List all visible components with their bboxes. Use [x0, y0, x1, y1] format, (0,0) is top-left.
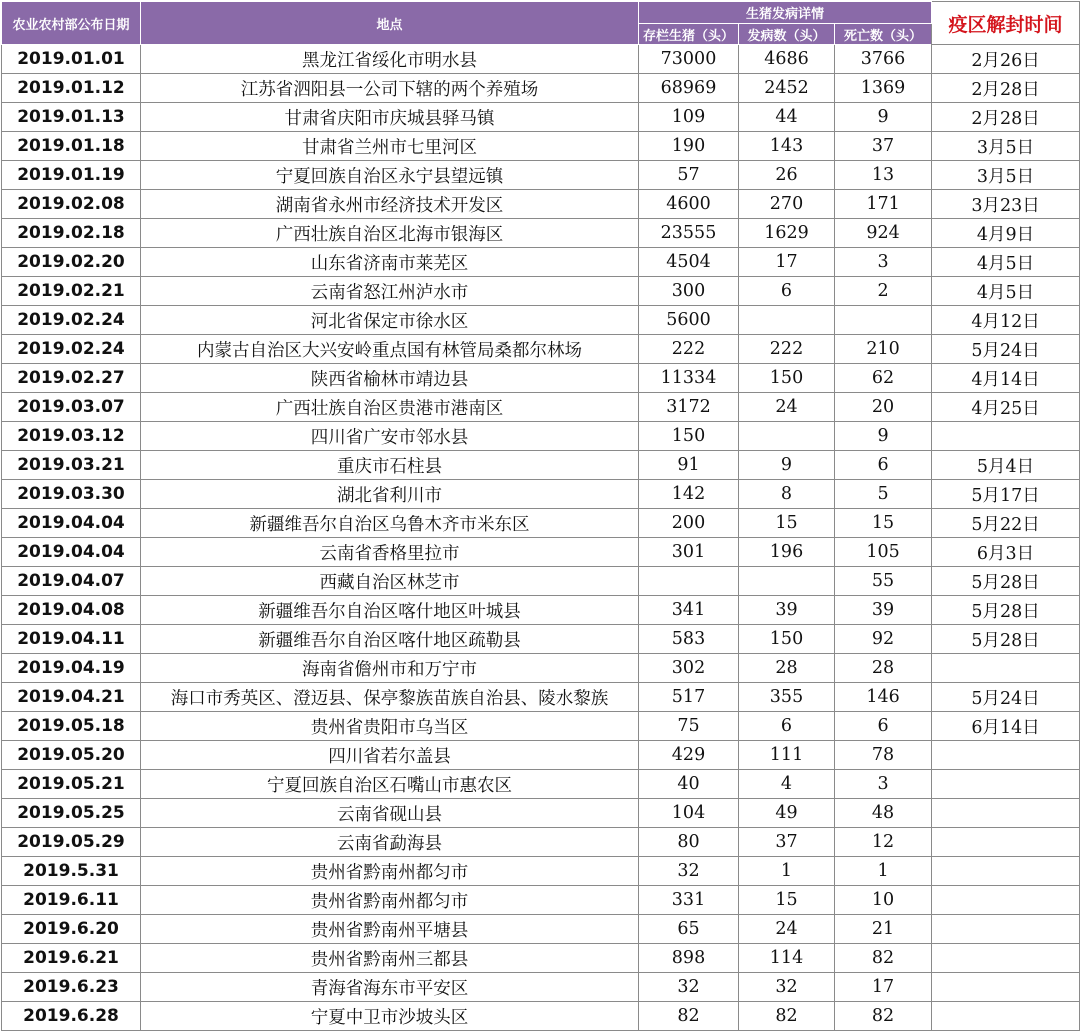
cell-location: 海南省儋州市和万宁市: [141, 654, 639, 683]
table-row: [2, 161, 1080, 190]
cell-stock: 429: [639, 741, 739, 770]
cell-dead: 82: [835, 944, 932, 973]
cell-location: 重庆市石柱县: [141, 451, 639, 480]
table-row: [2, 596, 1080, 625]
cell-stock: 3172: [639, 393, 739, 422]
cell-sick: 15: [739, 886, 835, 915]
cell-location: 贵州省黔南州平塘县: [141, 915, 639, 944]
cell-sick: [739, 422, 835, 451]
cell-dead: [835, 306, 932, 335]
cell-location: 山东省济南市莱芜区: [141, 248, 639, 277]
table-row: [2, 248, 1080, 277]
cell-dead: 12: [835, 828, 932, 857]
cell-lift-date: 2月28日: [932, 74, 1080, 103]
cell-location: 贵州省黔南州三都县: [141, 944, 639, 973]
cell-location: 四川省若尔盖县: [141, 741, 639, 770]
cell-date: 2019.05.20: [2, 741, 141, 770]
cell-dead: 1: [835, 857, 932, 886]
table-row: [2, 799, 1080, 828]
cell-stock: 583: [639, 625, 739, 654]
table-row: [2, 1002, 1080, 1031]
cell-sick: 143: [739, 132, 835, 161]
cell-lift-date: [932, 770, 1080, 799]
cell-location: 新疆维吾尔自治区喀什地区疏勒县: [141, 625, 639, 654]
cell-lift-date: [932, 915, 1080, 944]
cell-sick: 32: [739, 973, 835, 1002]
cell-stock: 5600: [639, 306, 739, 335]
cell-date: 2019.04.11: [2, 625, 141, 654]
cell-sick: 222: [739, 335, 835, 364]
cell-stock: 4600: [639, 190, 739, 219]
cell-sick: 37: [739, 828, 835, 857]
cell-sick: 15: [739, 509, 835, 538]
cell-location: 广西壮族自治区贵港市港南区: [141, 393, 639, 422]
cell-lift-date: [932, 886, 1080, 915]
cell-location: 河北省保定市徐水区: [141, 306, 639, 335]
cell-dead: 3: [835, 770, 932, 799]
cell-lift-date: 5月24日: [932, 683, 1080, 712]
cell-lift-date: 6月3日: [932, 538, 1080, 567]
cell-location: 陕西省榆林市靖边县: [141, 364, 639, 393]
cell-sick: 26: [739, 161, 835, 190]
cell-sick: 49: [739, 799, 835, 828]
cell-date: 2019.02.18: [2, 219, 141, 248]
cell-date: 2019.02.21: [2, 277, 141, 306]
cell-date: 2019.02.24: [2, 335, 141, 364]
cell-date: 2019.02.27: [2, 364, 141, 393]
cell-location: 甘肃省兰州市七里河区: [141, 132, 639, 161]
table-row: [2, 74, 1080, 103]
cell-sick: 17: [739, 248, 835, 277]
cell-dead: 82: [835, 1002, 932, 1031]
cell-stock: 57: [639, 161, 739, 190]
cell-dead: 146: [835, 683, 932, 712]
cell-sick: 1629: [739, 219, 835, 248]
cell-stock: 150: [639, 422, 739, 451]
cell-lift-date: [932, 741, 1080, 770]
header-dead: 死亡数（头）: [835, 24, 932, 45]
cell-stock: 82: [639, 1002, 739, 1031]
cell-stock: 898: [639, 944, 739, 973]
cell-location: 宁夏回族自治区石嘴山市惠农区: [141, 770, 639, 799]
cell-dead: 210: [835, 335, 932, 364]
cell-dead: 37: [835, 132, 932, 161]
cell-location: 新疆维吾尔自治区乌鲁木齐市米东区: [141, 509, 639, 538]
cell-date: 2019.02.20: [2, 248, 141, 277]
cell-stock: 302: [639, 654, 739, 683]
cell-lift-date: [932, 857, 1080, 886]
cell-lift-date: 5月17日: [932, 480, 1080, 509]
cell-date: 2019.05.21: [2, 770, 141, 799]
table-row: [2, 451, 1080, 480]
cell-lift-date: [932, 973, 1080, 1002]
cell-sick: 150: [739, 364, 835, 393]
cell-dead: 62: [835, 364, 932, 393]
cell-dead: 15: [835, 509, 932, 538]
cell-sick: 6: [739, 712, 835, 741]
cell-lift-date: [932, 422, 1080, 451]
cell-location: 海口市秀英区、澄迈县、保亭黎族苗族自治县、陵水黎族: [141, 683, 639, 712]
cell-date: 2019.01.12: [2, 74, 141, 103]
cell-date: 2019.04.07: [2, 567, 141, 596]
cell-location: 云南省勐海县: [141, 828, 639, 857]
cell-stock: 109: [639, 103, 739, 132]
cell-sick: 82: [739, 1002, 835, 1031]
table-row: [2, 277, 1080, 306]
cell-stock: 11334: [639, 364, 739, 393]
cell-stock: 40: [639, 770, 739, 799]
cell-stock: [639, 567, 739, 596]
header-lift-time: 疫区解封时间: [932, 2, 1080, 45]
cell-dead: 13: [835, 161, 932, 190]
cell-sick: 2452: [739, 74, 835, 103]
cell-location: 江苏省泗阳县一公司下辖的两个养殖场: [141, 74, 639, 103]
cell-stock: 517: [639, 683, 739, 712]
table-row: [2, 741, 1080, 770]
cell-date: 2019.01.18: [2, 132, 141, 161]
cell-lift-date: 3月23日: [932, 190, 1080, 219]
cell-lift-date: 2月28日: [932, 103, 1080, 132]
cell-location: 宁夏回族自治区永宁县望远镇: [141, 161, 639, 190]
cell-date: 2019.6.11: [2, 886, 141, 915]
table-row: [2, 567, 1080, 596]
cell-sick: 44: [739, 103, 835, 132]
table-row: [2, 393, 1080, 422]
cell-sick: [739, 567, 835, 596]
header-sick: 发病数（头）: [739, 24, 835, 45]
table-row: [2, 190, 1080, 219]
cell-dead: 10: [835, 886, 932, 915]
cell-stock: 222: [639, 335, 739, 364]
table-header: [2, 2, 1080, 45]
cell-date: 2019.5.31: [2, 857, 141, 886]
cell-stock: 301: [639, 538, 739, 567]
cell-sick: 4: [739, 770, 835, 799]
cell-date: 2019.6.23: [2, 973, 141, 1002]
cell-date: 2019.6.21: [2, 944, 141, 973]
cell-stock: 75: [639, 712, 739, 741]
cell-date: 2019.01.19: [2, 161, 141, 190]
cell-stock: 73000: [639, 45, 739, 74]
cell-lift-date: 6月14日: [932, 712, 1080, 741]
table-row: [2, 364, 1080, 393]
table-row: [2, 219, 1080, 248]
cell-dead: 9: [835, 103, 932, 132]
cell-stock: 68969: [639, 74, 739, 103]
cell-stock: 331: [639, 886, 739, 915]
cell-dead: 105: [835, 538, 932, 567]
table-row: [2, 335, 1080, 364]
cell-location: 湖南省永州市经济技术开发区: [141, 190, 639, 219]
cell-lift-date: [932, 944, 1080, 973]
cell-lift-date: 5月24日: [932, 335, 1080, 364]
cell-location: 青海省海东市平安区: [141, 973, 639, 1002]
cell-lift-date: 5月4日: [932, 451, 1080, 480]
cell-date: 2019.02.08: [2, 190, 141, 219]
cell-stock: 80: [639, 828, 739, 857]
table-row: [2, 538, 1080, 567]
table-row: [2, 45, 1080, 74]
cell-dead: 39: [835, 596, 932, 625]
cell-location: 云南省香格里拉市: [141, 538, 639, 567]
cell-dead: 6: [835, 451, 932, 480]
cell-date: 2019.02.24: [2, 306, 141, 335]
outbreak-table: [1, 1, 1080, 1031]
cell-stock: 341: [639, 596, 739, 625]
cell-stock: 190: [639, 132, 739, 161]
cell-stock: 32: [639, 857, 739, 886]
cell-sick: 6: [739, 277, 835, 306]
cell-stock: 142: [639, 480, 739, 509]
cell-stock: 4504: [639, 248, 739, 277]
cell-stock: 65: [639, 915, 739, 944]
cell-date: 2019.04.04: [2, 538, 141, 567]
cell-sick: 24: [739, 393, 835, 422]
cell-lift-date: [932, 654, 1080, 683]
cell-dead: 28: [835, 654, 932, 683]
cell-sick: 28: [739, 654, 835, 683]
cell-dead: 92: [835, 625, 932, 654]
table-row: [2, 828, 1080, 857]
cell-location: 宁夏中卫市沙坡头区: [141, 1002, 639, 1031]
cell-stock: 104: [639, 799, 739, 828]
cell-location: 云南省怒江州泸水市: [141, 277, 639, 306]
cell-lift-date: [932, 799, 1080, 828]
cell-sick: 114: [739, 944, 835, 973]
cell-date: 2019.04.21: [2, 683, 141, 712]
cell-location: 广西壮族自治区北海市银海区: [141, 219, 639, 248]
cell-lift-date: [932, 1002, 1080, 1031]
cell-date: 2019.05.29: [2, 828, 141, 857]
table-row: [2, 712, 1080, 741]
cell-sick: [739, 306, 835, 335]
header-date: 农业农村部公布日期: [2, 2, 141, 45]
cell-sick: 8: [739, 480, 835, 509]
cell-dead: 2: [835, 277, 932, 306]
cell-dead: 3766: [835, 45, 932, 74]
table-row: [2, 422, 1080, 451]
cell-location: 贵州省黔南州都匀市: [141, 857, 639, 886]
table-row: [2, 683, 1080, 712]
cell-sick: 111: [739, 741, 835, 770]
cell-dead: 924: [835, 219, 932, 248]
table-row: [2, 654, 1080, 683]
cell-date: 2019.03.07: [2, 393, 141, 422]
cell-location: 甘肃省庆阳市庆城县驿马镇: [141, 103, 639, 132]
cell-location: 新疆维吾尔自治区喀什地区叶城县: [141, 596, 639, 625]
cell-stock: 300: [639, 277, 739, 306]
cell-location: 云南省砚山县: [141, 799, 639, 828]
cell-date: 2019.6.28: [2, 1002, 141, 1031]
table-body: [2, 45, 1080, 1031]
cell-dead: 20: [835, 393, 932, 422]
table-row: [2, 770, 1080, 799]
table-row: [2, 886, 1080, 915]
cell-lift-date: 5月22日: [932, 509, 1080, 538]
cell-stock: 32: [639, 973, 739, 1002]
cell-dead: 78: [835, 741, 932, 770]
cell-sick: 1: [739, 857, 835, 886]
cell-date: 2019.05.25: [2, 799, 141, 828]
cell-stock: 200: [639, 509, 739, 538]
cell-lift-date: 4月9日: [932, 219, 1080, 248]
cell-dead: 6: [835, 712, 932, 741]
cell-dead: 55: [835, 567, 932, 596]
cell-dead: 171: [835, 190, 932, 219]
cell-dead: 1369: [835, 74, 932, 103]
cell-lift-date: 4月5日: [932, 277, 1080, 306]
cell-lift-date: 3月5日: [932, 132, 1080, 161]
table-row: [2, 509, 1080, 538]
cell-stock: 91: [639, 451, 739, 480]
table-row: [2, 944, 1080, 973]
cell-dead: 17: [835, 973, 932, 1002]
table-row: [2, 915, 1080, 944]
cell-location: 内蒙古自治区大兴安岭重点国有林管局桑都尔林场: [141, 335, 639, 364]
cell-date: 2019.6.20: [2, 915, 141, 944]
cell-date: 2019.01.13: [2, 103, 141, 132]
cell-lift-date: 5月28日: [932, 596, 1080, 625]
cell-sick: 355: [739, 683, 835, 712]
cell-lift-date: 3月5日: [932, 161, 1080, 190]
cell-lift-date: 4月14日: [932, 364, 1080, 393]
cell-location: 西藏自治区林芝市: [141, 567, 639, 596]
cell-lift-date: 5月28日: [932, 567, 1080, 596]
cell-date: 2019.03.21: [2, 451, 141, 480]
cell-location: 四川省广安市邻水县: [141, 422, 639, 451]
cell-location: 黑龙江省绥化市明水县: [141, 45, 639, 74]
cell-lift-date: 5月28日: [932, 625, 1080, 654]
cell-date: 2019.05.18: [2, 712, 141, 741]
cell-lift-date: [932, 828, 1080, 857]
cell-location: 贵州省贵阳市乌当区: [141, 712, 639, 741]
cell-lift-date: 4月12日: [932, 306, 1080, 335]
cell-location: 湖北省利川市: [141, 480, 639, 509]
table-row: [2, 480, 1080, 509]
cell-lift-date: 4月25日: [932, 393, 1080, 422]
cell-lift-date: 4月5日: [932, 248, 1080, 277]
cell-dead: 9: [835, 422, 932, 451]
cell-sick: 9: [739, 451, 835, 480]
cell-date: 2019.03.12: [2, 422, 141, 451]
header-pig-details: 生猪发病详情: [639, 2, 932, 24]
cell-stock: 23555: [639, 219, 739, 248]
cell-location: 贵州省黔南州都匀市: [141, 886, 639, 915]
cell-sick: 24: [739, 915, 835, 944]
table-row: [2, 973, 1080, 1002]
table-row: [2, 132, 1080, 161]
table-row: [2, 857, 1080, 886]
cell-date: 2019.01.01: [2, 45, 141, 74]
cell-dead: 3: [835, 248, 932, 277]
cell-date: 2019.04.04: [2, 509, 141, 538]
table-row: [2, 625, 1080, 654]
cell-sick: 270: [739, 190, 835, 219]
table-row: [2, 103, 1080, 132]
header-location: 地点: [141, 2, 639, 45]
cell-sick: 4686: [739, 45, 835, 74]
cell-sick: 39: [739, 596, 835, 625]
header-stock: 存栏生猪（头）: [639, 24, 739, 45]
cell-sick: 196: [739, 538, 835, 567]
cell-date: 2019.03.30: [2, 480, 141, 509]
cell-date: 2019.04.08: [2, 596, 141, 625]
cell-dead: 5: [835, 480, 932, 509]
cell-date: 2019.04.19: [2, 654, 141, 683]
cell-lift-date: 2月26日: [932, 45, 1080, 74]
cell-dead: 21: [835, 915, 932, 944]
cell-dead: 48: [835, 799, 932, 828]
cell-sick: 150: [739, 625, 835, 654]
table-row: [2, 306, 1080, 335]
